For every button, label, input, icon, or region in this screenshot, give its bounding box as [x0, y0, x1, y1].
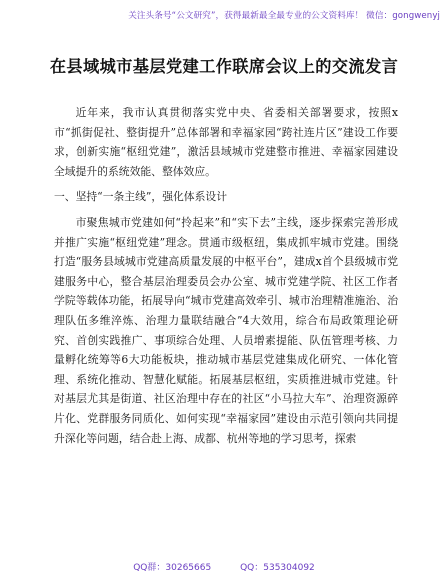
- section-heading-1: 一、坚持“一条主线”，强化体系设计: [54, 190, 227, 204]
- footer-qq-group: QQ群：30265665: [133, 563, 212, 573]
- footer: [0, 560, 448, 573]
- document-title: 在县域城市基层党建工作联席会议上的交流发言: [49, 57, 399, 76]
- header-bar: [0, 0, 448, 36]
- paragraph-intro: 近年来，我市认真贯彻落实党中央、省委相关部署要求，按照x市“抓街促社、整街提升”总体部署和幸福家园“跨社连片区”建设工作要求，创新实施“枢纽党建”，激活县域城市党建整市推进、幸福家园建设全域提升的系统效能、整体效应。: [54, 106, 398, 178]
- document-body: [54, 103, 398, 448]
- paragraph-section-1: 市聚焦城市党建如何“拎起来”和“实下去”主线，逐步探索完善形成并推广实施“枢纽党建”理念。贯通市级枢纽，集成抓牢城市党建。围绕打造“服务县域城市党建高质量发展的中枢平台”，建成x首个县级城市党建服务中心，整合基层治理委员会办公室、城市党建学院、社区工作者学院等载体功能，拓展导向“城市党建高效牵引、城市治理精准施治、治理队伍多维淬炼、治理力量联结融合”4大效用，综合布局政策理论研究、首创实践推广、事项综合处理、人员增素提能、队伍管理考核、力量孵化统筹等6大功能板块，推动城市基层党建集成化研究、一体化管理、系统化推动、智慧化赋能。拓展基层枢纽，实质推进城市党建。针对基层尤其是街道、社区治理中存在的社区“小马拉大车”、治理资源碎片化、党群服务同质化、如何实现“幸福家园”建设由示范引领向共同提升深化等问题，结合赴上海、成都、杭州等地的学习思考，探索: [54, 215, 398, 445]
- header-notice: 关注头条号“公文研究”，获得最新最全最专业的公文资料库！ 微信：gongwenyj: [128, 11, 440, 21]
- footer-qq: QQ：535304092: [240, 563, 315, 573]
